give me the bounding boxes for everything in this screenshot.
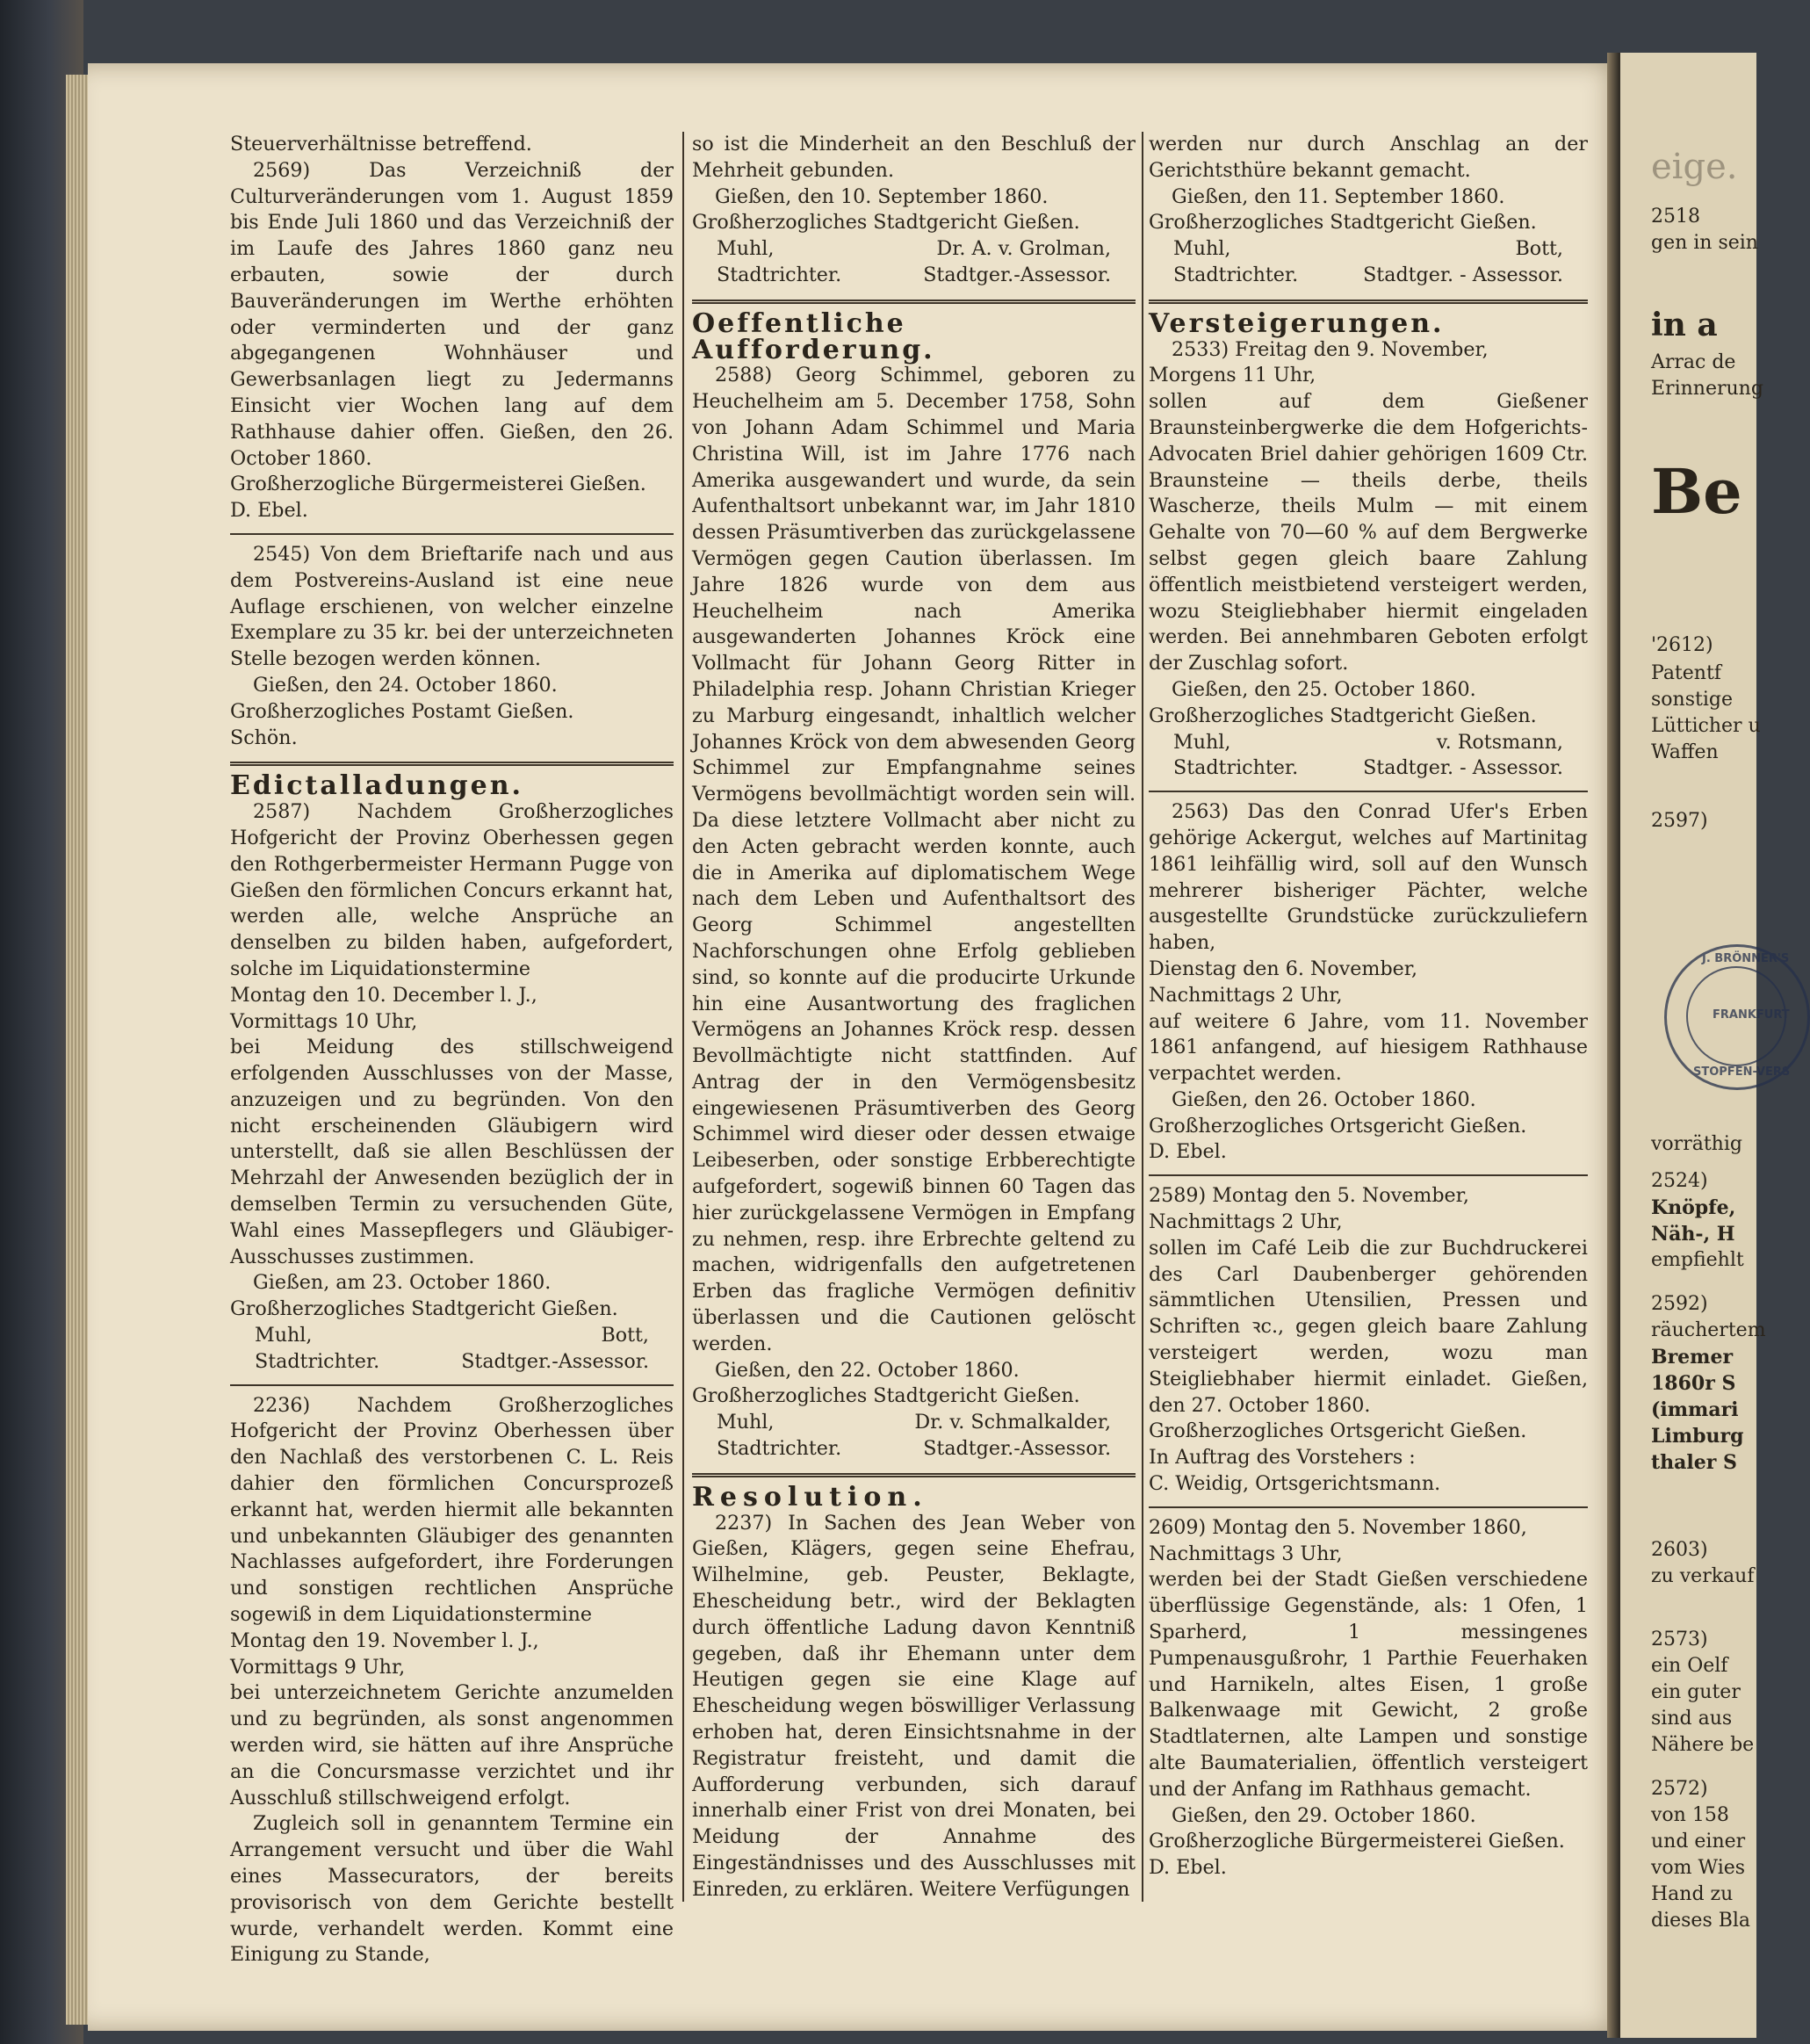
notice-2588-date: Gießen, den 22. October 1860.	[715, 1358, 1020, 1382]
notice-2588-authority: Großherzogliches Stadtgericht Gießen.	[692, 1384, 1080, 1408]
notice-2563-day: Dienstag den 6. November,	[1149, 957, 1418, 980]
heading-edictalladungen: Edictalladungen.	[230, 770, 523, 802]
right-page-fragment: ein guter	[1651, 1681, 1741, 1703]
right-page-fragment: 2572)	[1651, 1778, 1708, 1800]
signatory-name: Muhl,	[1173, 237, 1231, 261]
signatory-name: Muhl,	[255, 1324, 313, 1347]
notice-2569-signatory: D. Ebel.	[230, 499, 308, 523]
right-page-fragment: Knöpfe,	[1651, 1196, 1736, 1219]
notice-2587-day: Montag den 10. December l. J.,	[230, 983, 537, 1007]
signatory-name: Muhl,	[717, 237, 775, 261]
right-page-fragment: Näh-, H	[1651, 1223, 1735, 1246]
signatory-name: Muhl,	[1173, 730, 1231, 754]
right-page-fragment: räuchertem	[1651, 1319, 1766, 1341]
notice-2563-body-2: auf weitere 6 Jahre, vom 11. November 1861 anfangend, auf hiesigem Rathhause verpachtet werden.	[1149, 1009, 1588, 1086]
right-page-fragment: empfiehlt	[1651, 1249, 1744, 1271]
notice-2236-body-2: bei unterzeichnetem Gerichte anzumelden und zu begründen, als sonst angenommen werden wird, sie hätten auf ihre Ansprüche an die Concursmasse verzichtet und ihr Ausschluß stillschweigend erfolgt.	[230, 1681, 674, 1809]
right-page-fragment: '2612)	[1651, 634, 1713, 656]
right-page-fragment: und einer	[1651, 1831, 1746, 1853]
right-page-fragment: dieses Bla	[1651, 1910, 1751, 1932]
notice-cont-roles	[692, 263, 1136, 289]
right-page-fragment: 2524)	[1651, 1170, 1708, 1192]
signatory-role: Stadtrichter.	[717, 263, 842, 286]
right-page-fragment: 1860r S	[1651, 1372, 1736, 1395]
section-divider	[230, 762, 674, 766]
notice-2563-time: Nachmittags 2 Uhr,	[1149, 983, 1343, 1007]
notice-2563-signatory: D. Ebel.	[1149, 1140, 1227, 1164]
signatory-name: Bott,	[601, 1324, 649, 1347]
notice-2589-authority: Großherzogliches Ortsgericht Gießen.	[1149, 1419, 1527, 1443]
right-page-fragment: in a	[1651, 307, 1718, 343]
right-page-fragment: eige.	[1651, 147, 1738, 187]
notice-2545-body: 2545) Von dem Brieftarife nach und aus dem Postvereins-Ausland ist eine neue Auflage erschienen, von welcher einzelne Exemplare zu 35 kr. bei der unterzeichneten Stelle bezogen werden können.	[230, 542, 674, 671]
notice-2588-names	[692, 1410, 1136, 1436]
right-page-fragment: Lütticher u	[1651, 715, 1761, 737]
notice-2609-time: Nachmittags 3 Uhr,	[1149, 1542, 1343, 1565]
right-page-fragment: Patentf	[1651, 662, 1721, 684]
section-divider	[692, 1473, 1136, 1477]
right-page-fragment: vorräthig	[1651, 1133, 1742, 1155]
notice-2589-body: sollen im Café Leib die zur Buchdruckerei des Carl Daubenberger gehörenden sämmtlichen Utensilien, Pressen und Schriften ꝛc., gegen gleich baare Zahlung versteigert werden, wozu man Steigliebhaber hiermit einladet. Gießen, den 27. October 1860.	[1149, 1236, 1588, 1417]
signatory-role: Stadtrichter.	[717, 1437, 842, 1461]
signatory-role: Stadtger. - Assessor.	[1363, 756, 1563, 780]
right-page-fragment: gen in sein	[1651, 232, 1758, 254]
notice-2533-time: Morgens 11 Uhr,	[1149, 364, 1316, 387]
section-divider	[1149, 300, 1588, 304]
notice-2609-body: werden bei der Stadt Gießen verschiedene überflüssige Gegenstände, als: 1 Ofen, 1 Sparherd, 1 messingenes Pumpenausgußrohr, 1 Parthie Feuerhaken und Harnikeln, altes Eisen, 1 große Balkenwaage mit Gewicht, 2 große Stadtlaternen, alte Lampen und sonstige alte Baumaterialien, öffentlich versteigert und der Anfang im Rathhaus gemacht.	[1149, 1568, 1588, 1801]
heading-oeffentliche-aufforderung: Oeffentliche Aufforderung.	[692, 307, 935, 365]
signatory-role: Stadtger.-Assessor.	[923, 1437, 1111, 1461]
signatory-role: Stadtger. - Assessor.	[1363, 263, 1563, 286]
notice-2589-authority-2: In Auftrag des Vorstehers :	[1149, 1446, 1416, 1470]
notice-2587-date: Gießen, am 23. October 1860.	[253, 1271, 552, 1295]
right-page-fragment: 2573)	[1651, 1629, 1708, 1650]
notice-cont-date: Gießen, den 11. September 1860.	[1172, 184, 1505, 208]
heading-resolution: Resolution.	[692, 1481, 928, 1513]
notice-2588-body: 2588) Georg Schimmel, geboren zu Heuchelheim am 5. December 1758, Sohn von Johann Adam Schimmel und Maria Christina Will, ist im Jahre 1776 nach Amerika ausgewandert und wurde, da sein Aufenthaltsort unbekannt war, im Jahr 1810 dessen Präsumtiverben das zurückgelassene Vermögen gegen Caution überlassen. Im Jahre 1826 wurde von dem aus Heuchelheim nach Amerika ausgewanderten Johannes Kröck eine Vollmacht für Johann Georg Ritter in Philadelphia resp. Johann Christian Krieger zu Marburg eingesandt, inhaltlich welcher Johannes Kröck von dem abwesenden Georg Schimmel zur Empfangnahme seines Vermögens bevollmächtigt worden sein will. Da diese letztere Vollmacht aber nicht zu den Acten gebracht werden konnte, auch die in Amerika auf diplomatischem Wege nach dem Leben und Aufenthaltsort des Georg Schimmel angestellten Nachforschungen ohne Erfolg geblieben sind, so konnte auf die producirte Urkunde hin eine Ausantwortung des fraglichen Vermögens an Johannes Kröck resp. dessen Bevollmächtigte nicht stattfinden. Auf Antrag der in den Vermögensbesitz eingewiesenen Präsumtiverben des Georg Schimmel wird dieser oder dessen etwaige Leibeserben, oder sonstige Erbberechtigte aufgefordert, sogewiß binnen 60 Tagen das hier zurückgelassene Vermögen in Empfang zu nehmen, resp. ihre Erbrechte geltend zu machen, widrigenfalls den aufgetretenen Erben das fragliche Vermögen definitiv überlassen und die Cautionen gelöscht werden.	[692, 364, 1136, 1355]
notice-2533-date: Gießen, den 25. October 1860.	[1172, 677, 1476, 701]
notice-cont-authority: Großherzogliches Stadtgericht Gießen.	[1149, 211, 1537, 235]
stamp-text: J. BRÖNNER'S	[1702, 952, 1790, 965]
notice-2587-authority: Großherzogliches Stadtgericht Gießen.	[230, 1297, 618, 1321]
right-page-fragment: 2518	[1651, 206, 1700, 228]
right-page-fragment: Erinnerung	[1651, 378, 1763, 400]
right-page-fragment: ein Oelf	[1651, 1655, 1728, 1677]
notice-2563-authority: Großherzogliches Ortsgericht Gießen.	[1149, 1114, 1527, 1138]
right-page-fragment: Hand zu	[1651, 1883, 1734, 1905]
signatory-name: v. Rotsmann,	[1436, 730, 1563, 754]
signatory-role: Stadtrichter.	[255, 1349, 380, 1373]
notice-cont-body: so ist die Minderheit an den Beschluß der Mehrheit gebunden.	[692, 133, 1136, 182]
notice-2236-body-3: Zugleich soll in genanntem Termine ein Arrangement versucht und über die Wahl eines Massecurators, der bereits provisorisch von dem Gerichte bestellt wurde, verhandelt werden. Kommt eine Einigung zu Stande,	[230, 1812, 674, 1967]
column-3	[1149, 132, 1588, 1881]
divider	[1149, 791, 1588, 792]
notice-2237-body: 2237) In Sachen des Jean Weber von Gießen, Klägers, gegen seine Ehefrau, Wilhelmine, geb. Peuster, Beklagte, Ehescheidung betr., wird der Beklagten durch öffentliche Ladung davon Kenntniß gegeben, daß ihr Ehemann unter dem Heutigen gegen sie eine Klage auf Ehescheidung wegen böswilliger Verlassung erhoben hat, deren Einsichtsnahme in der Registratur freisteht, und damit die Aufforderung verbunden, sich darauf innerhalb einer Frist von drei Monaten, bei Meidung der Annahme des Eingeständnisses und des Ausschlusses mit Einreden, zu erklären. Weitere Verfügungen	[692, 1511, 1136, 1901]
right-page-fragment: Bremer	[1651, 1346, 1734, 1369]
bookseller-stamp	[1664, 944, 1810, 1090]
heading-versteigerungen: Versteigerungen.	[1149, 307, 1445, 339]
notice-2569-title: Steuerverhältnisse betreffend.	[230, 133, 532, 155]
notice-2563-body: 2563) Das den Conrad Ufer's Erben gehörige Ackergut, welches auf Martinitag 1861 leihfällig wird, soll auf den Wunsch mehrerer bisheriger Pächter, welche ausgestellte Grundstücke zurückzuliefern haben,	[1149, 800, 1588, 955]
signatory-name: Dr. A. v. Grolman,	[936, 237, 1111, 261]
stamp-text: STOPFEN-VERS	[1693, 1065, 1791, 1079]
stamp-text: FRANKFURT	[1713, 1008, 1790, 1022]
notice-cont-body: werden nur durch Anschlag an der Gerichtsthüre bekannt gemacht.	[1149, 133, 1588, 182]
notice-2236-day: Montag den 19. November l. J.,	[230, 1629, 539, 1652]
notice-cont-names	[1149, 236, 1588, 263]
divider	[1149, 1174, 1588, 1176]
notice-2533-day: 2533) Freitag den 9. November,	[1172, 337, 1489, 361]
divider	[230, 533, 674, 535]
notice-2569-authority: Großherzogliche Bürgermeisterei Gießen.	[230, 473, 646, 496]
column-1	[230, 132, 674, 1968]
right-page-fragment: Nähere be	[1651, 1734, 1755, 1756]
signatory-name: Muhl,	[717, 1411, 775, 1434]
section-divider	[692, 300, 1136, 304]
signatory-role: Stadtrichter.	[1173, 263, 1299, 286]
column-2	[692, 132, 1136, 1903]
signatory-role: Stadtger.-Assessor.	[923, 263, 1111, 286]
notice-2589-signatory: C. Weidig, Ortsgerichtsmann.	[1149, 1472, 1441, 1496]
notice-2587-names	[230, 1323, 674, 1349]
notice-2609-date: Gießen, den 29. October 1860.	[1172, 1803, 1476, 1827]
column-rule-1	[682, 132, 684, 1902]
notice-2533-body: sollen auf dem Gießener Braunsteinbergwerke die dem Hofgerichts-Advocaten Briel dahier gehörigen 1609 Ctr. Braunsteine — theils derbe, theils Wascherze, theils Mulm — mit einem Gehalte von 70—60 % auf dem Bergwerke selbst gegen gleich baare Zahlung öffentlich meistbietend versteigert werden, wozu Steigliebhaber hiermit eingeladen werden. Bei annehmbaren Geboten erfolgt der Zuschlag sofort.	[1149, 390, 1588, 675]
right-page-fragment: (immari	[1651, 1398, 1739, 1421]
right-page-fragment: Waffen	[1651, 741, 1719, 763]
notice-2533-names	[1149, 730, 1588, 756]
notice-2236-time: Vormittags 9 Uhr,	[230, 1655, 406, 1679]
signatory-role: Stadtrichter.	[1173, 756, 1299, 780]
right-page-fragment: 2603)	[1651, 1539, 1708, 1561]
notice-cont-date: Gießen, den 10. September 1860.	[715, 184, 1049, 208]
notice-2587-body: 2587) Nachdem Großherzogliches Hofgericht der Provinz Oberhessen gegen den Rothgerbermeister Hermann Pugge von Gießen den förmlichen Concurs erkannt hat, werden alle, welche Ansprüche an denselben zu bilden haben, aufgefordert, solche im Liquidationstermine	[230, 800, 674, 980]
notice-2589-day: 2589) Montag den 5. November,	[1149, 1184, 1469, 1208]
right-page-fragment: sonstige	[1651, 689, 1733, 711]
column-rule-2	[1142, 132, 1143, 1902]
notice-2545-authority: Großherzogliches Postamt Gießen.	[230, 699, 574, 723]
right-page-fragment: zu verkauf	[1651, 1565, 1755, 1587]
notice-2588-roles	[692, 1436, 1136, 1463]
divider	[1149, 1506, 1588, 1508]
signatory-name: Bott,	[1515, 237, 1563, 261]
notice-2587-roles	[230, 1349, 674, 1376]
notice-2563-date: Gießen, den 26. October 1860.	[1172, 1087, 1476, 1111]
right-page-fragment: Limburg	[1651, 1425, 1744, 1448]
notice-2609-day: 2609) Montag den 5. November 1860,	[1149, 1515, 1527, 1539]
right-page-fragment: Arrac de	[1651, 351, 1736, 373]
notice-cont-names	[692, 236, 1136, 263]
notice-2236-body: 2236) Nachdem Großherzogliches Hofgericht der Provinz Oberhessen über den Nachlaß des verstorbenen C. L. Reis dahier den förmlichen Concursprozeß erkannt hat, werden hiermit alle bekannten und unbekannten Gläubiger des genannten Nachlasses aufgefordert, ihre Forderungen und sonstigen rechtlichen Ansprüche sogewiß in dem Liquidationstermine	[230, 1393, 674, 1627]
notice-2609-authority: Großherzogliche Bürgermeisterei Gießen.	[1149, 1830, 1565, 1853]
right-page-fragment: Be	[1651, 455, 1742, 528]
right-page-fragment: 2597)	[1651, 810, 1708, 832]
signatory-name: Dr. v. Schmalkalder,	[914, 1411, 1111, 1434]
divider	[230, 1384, 674, 1386]
right-page-fragment: 2592)	[1651, 1293, 1708, 1315]
notice-2587-time: Vormittags 10 Uhr,	[230, 1009, 418, 1033]
notice-2569-body: 2569) Das Verzeichniß der Culturveränderungen vom 1. August 1859 bis Ende Juli 1860 und das Verzeichniß der im Laufe des Jahres 1860 ganz neu erbauten, sowie der durch Bauveränderungen im Werthe erhöhten oder verminderten und der ganz abgegangenen Wohnhäuser und Gewerbsanlagen liegt zu Jedermanns Einsicht vier Wochen lang auf dem Rathhause dahier offen. Gießen, den 26. October 1860.	[230, 158, 674, 470]
right-page-fragment: thaler S	[1651, 1451, 1737, 1474]
notice-2589-time: Nachmittags 2 Uhr,	[1149, 1210, 1343, 1234]
notice-2533-roles	[1149, 755, 1588, 782]
notice-2587-body-2: bei Meidung des stillschweigend erfolgenden Ausschlusses von der Masse, anzuzeigen und zu begründen. Von den nicht erscheinenden Gläubigern wird unterstellt, daß sie allen Beschlüssen der Mehrzahl der Anwesenden bezüglich der in demselben Termin zu versuchenden Güte, Wahl eines Massepflegers und Gläubiger-Ausschusses zustimmen.	[230, 1036, 674, 1268]
right-page-fragment: von 158	[1651, 1804, 1729, 1826]
signatory-role: Stadtger.-Assessor.	[461, 1349, 649, 1373]
right-page-fragment: vom Wies	[1651, 1857, 1746, 1879]
right-page-fragment: sind aus	[1651, 1708, 1733, 1730]
notice-cont-authority: Großherzogliches Stadtgericht Gießen.	[692, 211, 1080, 235]
notice-cont-roles	[1149, 263, 1588, 289]
notice-2609-signatory: D. Ebel.	[1149, 1856, 1227, 1880]
notice-2545-signatory: Schön.	[230, 726, 298, 749]
notice-2533-authority: Großherzogliches Stadtgericht Gießen.	[1149, 704, 1537, 727]
notice-2545-date: Gießen, den 24. October 1860.	[253, 673, 558, 697]
